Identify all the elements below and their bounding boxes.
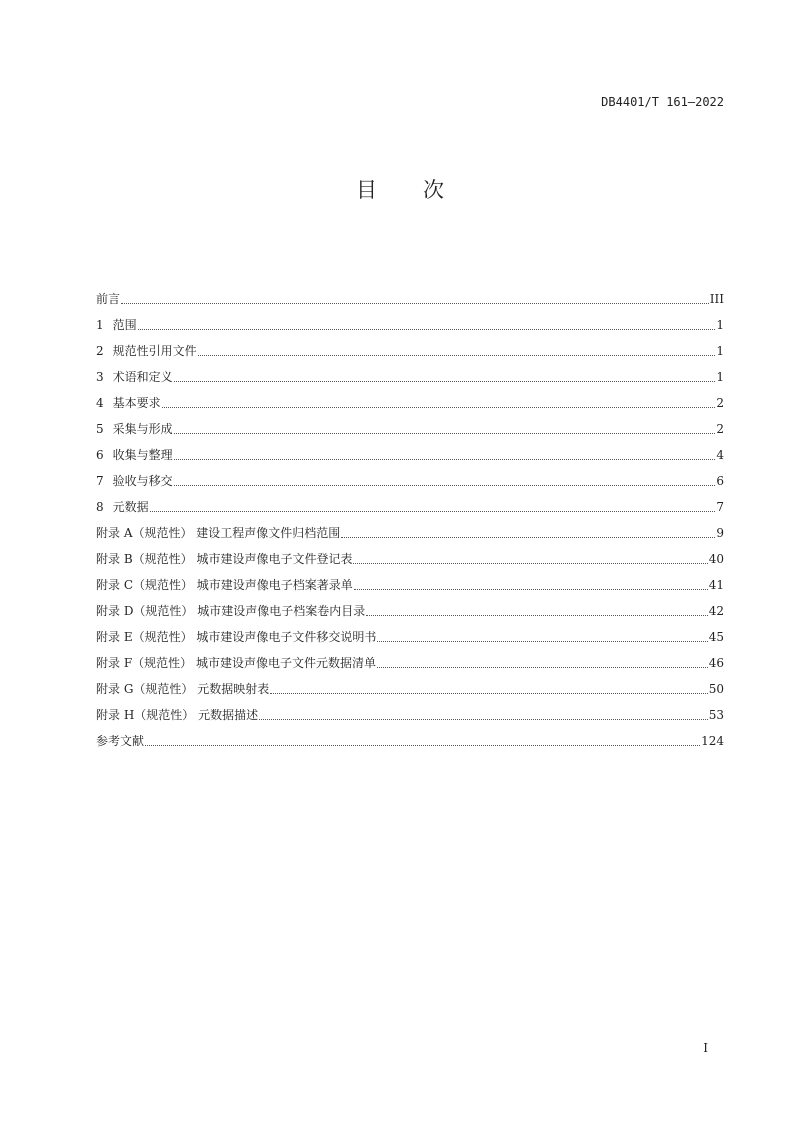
toc-entry-page: 9 — [716, 526, 724, 540]
toc-entry[interactable] — [96, 364, 724, 390]
toc-entry[interactable] — [96, 624, 724, 650]
toc-entry[interactable] — [96, 520, 724, 546]
toc-entry[interactable] — [96, 312, 724, 338]
toc-entry-label — [96, 468, 173, 494]
toc-entry-title: 附录 E（规范性） 城市建设声像电子文件移交说明书 — [96, 630, 377, 644]
toc-entry-page: 1 — [716, 370, 724, 384]
toc-entry-label — [96, 390, 161, 416]
toc-entry-page: 7 — [716, 500, 724, 514]
toc-entry-page: 1 — [716, 344, 724, 358]
toc-entry-number: 5 — [96, 422, 104, 436]
toc-entry-page: 4 — [716, 448, 724, 462]
toc-entry-page: 40 — [708, 552, 724, 566]
toc-entry[interactable] — [96, 572, 724, 598]
toc-entry[interactable] — [96, 494, 724, 520]
document-id: DB4401/T 161—2022 — [601, 95, 724, 109]
toc-leader-dots — [377, 667, 708, 668]
toc-entry[interactable] — [96, 676, 724, 702]
toc-entry-label — [96, 650, 376, 676]
page-number: I — [703, 1041, 708, 1055]
toc-entry-page: 42 — [708, 604, 724, 618]
toc-entry-title: 附录 H（规范性） 元数据描述 — [96, 708, 259, 722]
toc-leader-dots — [174, 381, 716, 382]
toc-entry[interactable] — [96, 468, 724, 494]
toc-entry[interactable] — [96, 286, 724, 312]
toc-entry[interactable] — [96, 390, 724, 416]
toc-entry[interactable] — [96, 416, 724, 442]
toc-entry-number: 2 — [96, 344, 104, 358]
toc-entry[interactable] — [96, 728, 724, 754]
toc-entry[interactable] — [96, 442, 724, 468]
toc-entry-number: 8 — [96, 500, 104, 514]
toc-entry-label — [96, 520, 340, 546]
toc-leader-dots — [353, 563, 707, 564]
toc-entry[interactable] — [96, 598, 724, 624]
toc-entry-label — [96, 676, 269, 702]
toc-entry-page: 6 — [716, 474, 724, 488]
page-title: 目次 — [356, 178, 490, 202]
toc-entry-page: 45 — [708, 630, 724, 644]
toc-leader-dots — [145, 745, 700, 746]
toc-entry-page: 1 — [716, 318, 724, 332]
toc-leader-dots — [354, 589, 708, 590]
toc-leader-dots — [121, 303, 709, 304]
toc-entry-title: 元数据 — [112, 500, 149, 514]
toc-entry-title: 前言 — [96, 292, 121, 306]
toc-entry-page: 41 — [708, 578, 724, 592]
toc-entry-label — [96, 338, 197, 364]
toc-entry-page: 124 — [701, 734, 724, 748]
toc-leader-dots — [150, 511, 716, 512]
toc-entry-title: 参考文献 — [96, 734, 145, 748]
toc-entry[interactable] — [96, 702, 724, 728]
toc-entry-title: 范围 — [112, 318, 137, 332]
toc-entry-label — [96, 598, 365, 624]
toc-entry-title: 附录 D（规范性） 城市建设声像电子档案卷内目录 — [96, 604, 366, 618]
toc-leader-dots — [198, 355, 716, 356]
toc-leader-dots — [174, 459, 716, 460]
toc-entry-title: 收集与整理 — [112, 448, 173, 462]
toc-leader-dots — [162, 407, 716, 408]
toc-leader-dots — [174, 485, 716, 486]
toc-entry-title: 附录 F（规范性） 城市建设声像电子文件元数据清单 — [96, 656, 376, 670]
toc-entry-label — [96, 546, 352, 572]
toc-entry-title: 验收与移交 — [112, 474, 173, 488]
toc-entry-page: 50 — [708, 682, 724, 696]
toc-leader-dots — [138, 329, 716, 330]
toc-entry-number: 1 — [96, 318, 104, 332]
toc-entry-label — [96, 572, 353, 598]
toc-entry-number: 3 — [96, 370, 104, 384]
toc-leader-dots — [259, 719, 708, 720]
table-of-contents — [96, 286, 724, 754]
toc-entry-title: 规范性引用文件 — [112, 344, 197, 358]
toc-entry-title: 术语和定义 — [112, 370, 173, 384]
toc-entry-number: 6 — [96, 448, 104, 462]
toc-entry-title: 附录 B（规范性） 城市建设声像电子文件登记表 — [96, 552, 353, 566]
toc-entry-number: 7 — [96, 474, 104, 488]
toc-leader-dots — [174, 433, 716, 434]
toc-entry-page: 46 — [708, 656, 724, 670]
toc-entry-title: 附录 G（规范性） 元数据映射表 — [96, 682, 270, 696]
toc-entry-label — [96, 728, 144, 754]
toc-entry-label — [96, 702, 258, 728]
toc-entry-title: 采集与形成 — [112, 422, 173, 436]
toc-entry-page: 2 — [716, 396, 724, 410]
toc-entry[interactable] — [96, 650, 724, 676]
toc-entry-title: 基本要求 — [112, 396, 161, 410]
toc-leader-dots — [377, 641, 707, 642]
toc-leader-dots — [270, 693, 708, 694]
toc-entry-page: 2 — [716, 422, 724, 436]
toc-entry-label — [96, 286, 120, 312]
toc-entry-label — [96, 416, 173, 442]
toc-entry-label — [96, 364, 173, 390]
toc-entry-page: 53 — [708, 708, 724, 722]
toc-entry-label — [96, 494, 149, 520]
toc-entry-label — [96, 624, 376, 650]
toc-entry[interactable] — [96, 338, 724, 364]
toc-entry-number: 4 — [96, 396, 104, 410]
toc-entry-label — [96, 312, 137, 338]
toc-leader-dots — [366, 615, 707, 616]
toc-entry-title: 附录 A（规范性） 建设工程声像文件归档范围 — [96, 526, 341, 540]
toc-entry-page: III — [709, 292, 724, 306]
toc-entry[interactable] — [96, 546, 724, 572]
toc-leader-dots — [341, 537, 715, 538]
toc-entry-title: 附录 C（规范性） 城市建设声像电子档案著录单 — [96, 578, 353, 592]
toc-entry-label — [96, 442, 173, 468]
